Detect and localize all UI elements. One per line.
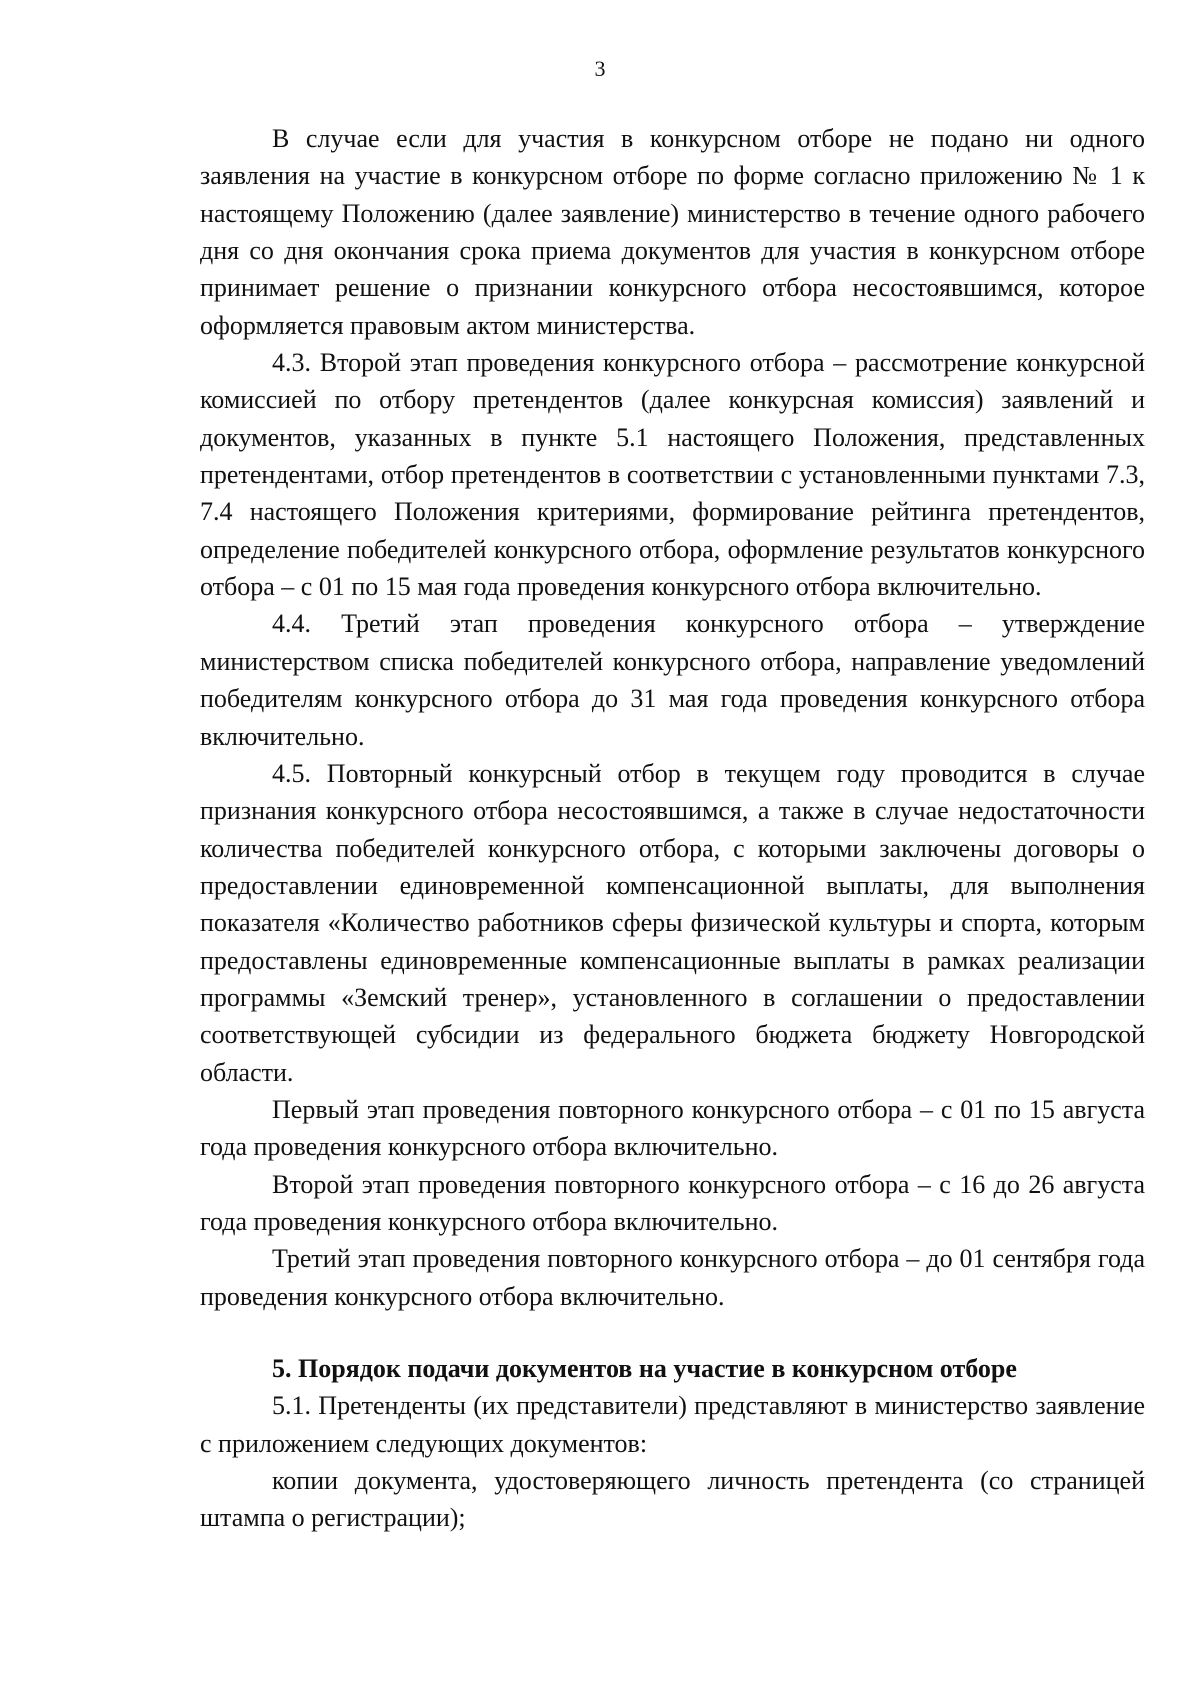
paragraph-4-5: 4.5. Повторный конкурсный отбор в текущем году проводится в случае признания конкурсного отбора несостоявшимся, а также в случае недостаточности количества победителей конкурсного отбора, с которыми заключены договоры о предоставлении единовременной компенсационной выплаты, для выполнения показателя «Количество работников сферы физической культуры и спорта, которым предоставлены единовременные компенсационные выплаты в рамках реализации программы «Земский тренер», установленного в соглашении о предоставлении соответствующей субсидии из федерального бюджета бюджету Новгородской области. bbox=[200, 758, 1145, 1087]
section-5-heading: 5. Порядок подачи документов на участие в конкурсном отборе bbox=[272, 1354, 1017, 1383]
page-number: 3 bbox=[594, 56, 606, 81]
paragraph-identity-document: копии документа, удостоверяющего личность претендента (со страницей штампа о регистрации); bbox=[200, 1466, 1145, 1533]
paragraph-4-4: 4.4. Третий этап проведения конкурсного отбора – утверждение министерством списка победителей конкурсного отбора, направление уведомлений победителям конкурсного отбора до 31 мая года проведения конкурсного отбора включительно. bbox=[200, 609, 1145, 751]
paragraph-repeat-stage-1: Первый этап проведения повторного конкурсного отбора – с 01 по 15 августа года проведения конкурсного отбора включительно. bbox=[200, 1094, 1145, 1162]
document-body bbox=[200, 120, 1145, 1537]
paragraph-repeat-stage-2: Второй этап проведения повторного конкурсного отбора – с 16 до 26 августа года проведения конкурсного отбора включительно. bbox=[200, 1169, 1145, 1236]
paragraph-4-3: 4.3. Второй этап проведения конкурсного отбора – рассмотрение конкурсной комиссией по отбору претендентов (далее конкурсная комиссия) заявлений и документов, указанных в пункте 5.1 настоящего Положения, представленных претендентами, отбор претендентов в соответствии с установленными пунктами 7.3, 7.4 настоящего Положения критериями, формирование рейтинга претендентов, определение победителей конкурсного отбора, оформление результатов конкурсного отбора – с 01 по 15 мая года проведения конкурсного отбора включительно. bbox=[200, 348, 1145, 602]
paragraph-5-1: 5.1. Претенденты (их представители) представляют в министерство заявление с приложением следующих документов: bbox=[200, 1391, 1145, 1458]
paragraph-repeat-stage-3: Третий этап проведения повторного конкурсного отбора – до 01 сентября года проведения конкурсного отбора включительно. bbox=[200, 1244, 1145, 1311]
paragraph-no-applications: В случае если для участия в конкурсном отборе не подано ни одного заявления на участие в конкурсном отборе по форме согласно приложению № 1 к настоящему Положению (далее заявление) министерство в течение одного рабочего дня со дня окончания срока приема документов для участия в конкурсном отборе принимает решение о признании конкурсного отбора несостоявшимся, которое оформляется правовым актом министерства. bbox=[200, 124, 1145, 340]
